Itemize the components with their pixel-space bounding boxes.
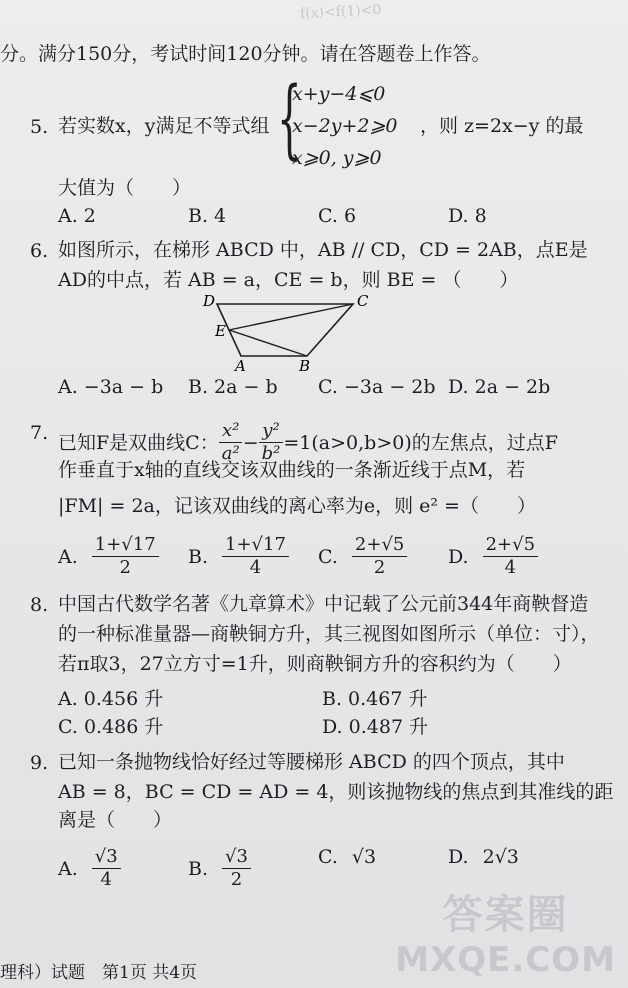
fig-label-a: A — [235, 357, 246, 375]
q9-option-a-label: A. — [58, 857, 78, 880]
q7-line2: 作垂直于x轴的直线交该双曲线的一条渐近线于点M，若 — [58, 459, 526, 481]
q7-option-d-label: D. — [448, 545, 469, 568]
q9-line3: 离是（ ） — [58, 809, 173, 831]
q7-option-b — [188, 534, 289, 579]
q9-option-a-den: 4 — [100, 869, 112, 890]
q9-option-b-frac — [222, 846, 251, 891]
q9-line1: 已知一条抛物线恰好经过等腰梯形 ABCD 的四个顶点，其中 — [58, 751, 565, 773]
q5-number: 5. — [30, 116, 49, 138]
q8-number: 8. — [30, 594, 49, 616]
q7-minus: − — [242, 431, 259, 454]
q7-line3: |FM| = 2a，记该双曲线的离心率为e，则 e² =（ ） — [58, 495, 536, 517]
q8-option-c: C. 0.486 升 — [58, 716, 164, 738]
q9-option-c-value: √3 — [351, 846, 377, 868]
q5-ineq-3: x⩾0, y⩾0 — [292, 147, 382, 169]
q5-brace: { — [277, 69, 302, 169]
q9-option-a — [58, 846, 121, 891]
q9-option-a-frac — [92, 846, 121, 891]
q5-stem: 若实数x，y满足不等式组 — [58, 115, 270, 137]
q6-option-a: A. −3a − b — [58, 376, 164, 398]
q9-option-c — [318, 846, 376, 868]
q9-option-b-num: √3 — [222, 846, 251, 869]
q6-line2: AD的中点，若 AB = a，CE = b，则 BE = （ ） — [58, 269, 519, 291]
q7-option-d-den: 4 — [504, 557, 517, 578]
q6-number: 6. — [30, 240, 49, 262]
q7-option-a — [58, 534, 159, 579]
q7-line1-end: =1(a>0,b>0)的左焦点，过点F — [283, 431, 558, 454]
q5-option-c: C. 6 — [318, 205, 357, 227]
page-footer: 理科）试题 第1页 共4页 — [0, 963, 198, 983]
q7-option-c-den: 2 — [373, 557, 386, 578]
q7-option-a-frac — [92, 534, 159, 579]
fig-label-d: D — [203, 292, 216, 310]
q5-option-a: A. 2 — [58, 205, 96, 227]
q7-frac-x-den: a² — [221, 443, 240, 464]
q9-option-b-den: 2 — [230, 869, 243, 890]
q6-option-c: C. −3a − 2b — [318, 376, 436, 398]
q9-option-b — [188, 846, 251, 891]
q8-line1: 中国古代数学名著《九章算术》中记载了公元前344年商鞅督造 — [58, 593, 589, 615]
q8-option-a: A. 0.456 升 — [58, 688, 164, 710]
q9-option-c-label: C. — [318, 846, 338, 868]
fig-label-b: B — [299, 357, 311, 375]
q6-option-d: D. 2a − 2b — [448, 376, 551, 398]
q7-option-c — [318, 534, 407, 579]
watermark-top: 答案圈 — [442, 892, 569, 938]
q7-frac-y-den: b² — [261, 443, 281, 464]
q7-option-d-frac — [483, 534, 538, 579]
q9-option-d — [448, 846, 519, 868]
watermark-bottom: MXQE.COM — [395, 940, 616, 980]
q7-frac-x-num: x² — [219, 420, 242, 443]
q7-option-d — [448, 534, 538, 579]
q9-option-d-label: D. — [448, 846, 469, 868]
faint-top-text: f(x)<f(1)<0 — [299, 1, 382, 23]
q9-option-a-num: √3 — [92, 846, 121, 869]
header-instructions: 分。满分150分，考试时间120分钟。请在答题卷上作答。 — [0, 43, 491, 65]
q7-option-d-num: 2+√5 — [483, 534, 538, 557]
q5-line2: 大值为（ ） — [58, 177, 192, 199]
q5-ineq-1: x+y−4⩽0 — [292, 83, 386, 105]
q7-option-b-den: 4 — [249, 557, 262, 578]
q6-line1: 如图所示，在梯形 ABCD 中，AB // CD，CD = 2AB，点E是 — [58, 239, 588, 261]
q8-option-d: D. 0.487 升 — [322, 716, 429, 738]
q7-option-b-label: B. — [188, 545, 209, 568]
watermark-logo — [395, 883, 616, 980]
q8-line2: 的一种标准量器—商鞅铜方升，其三视图如图所示（单位：寸）， — [58, 623, 600, 645]
q7-option-a-den: 2 — [119, 557, 131, 578]
q7-option-a-num: 1+√17 — [92, 534, 159, 557]
fig-label-e: E — [215, 322, 226, 340]
q9-option-b-label: B. — [188, 857, 209, 880]
fig-label-c: C — [357, 292, 369, 310]
q5-stem-end: ，则 z=2x−y 的最 — [420, 115, 584, 137]
q7-option-c-frac — [352, 534, 407, 579]
q7-line1-start: 已知F是双曲线C： — [58, 431, 219, 454]
q5-option-b: B. 4 — [188, 205, 227, 227]
trapezoid-figure — [195, 292, 375, 376]
q9-line2: AB = 8，BC = CD = AD = 4，则该抛物线的焦点到其准线的距 — [58, 781, 614, 803]
q7-option-c-label: C. — [318, 545, 338, 568]
q7-option-b-num: 1+√17 — [222, 534, 289, 557]
q7-number: 7. — [30, 422, 49, 444]
q5-ineq-2: x−2y+2⩾0 — [292, 115, 398, 137]
q7-frac-y-num: y² — [259, 420, 282, 443]
q6-option-b: B. 2a − b — [188, 376, 278, 398]
q9-number: 9. — [30, 752, 49, 774]
q8-line3: 若π取3，27立方寸=1升，则商鞅铜方升的容积约为（ ） — [58, 653, 572, 675]
q5-option-d: D. 8 — [448, 205, 487, 227]
q7-option-c-num: 2+√5 — [352, 534, 407, 557]
q8-option-b: B. 0.467 升 — [322, 688, 428, 710]
q7-option-b-frac — [222, 534, 289, 579]
q9-option-d-value: 2√3 — [482, 846, 519, 868]
q7-option-a-label: A. — [58, 545, 78, 568]
